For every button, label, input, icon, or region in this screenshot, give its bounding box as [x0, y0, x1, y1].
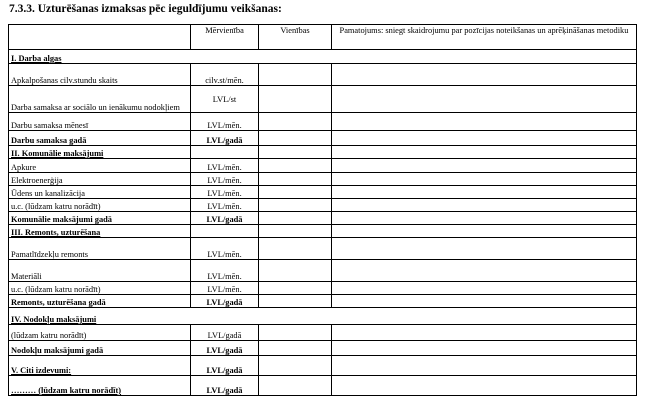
units-input-cell[interactable] [259, 186, 332, 199]
row-unit: LVL/mēn. [191, 159, 259, 173]
units-input-cell[interactable] [259, 212, 332, 225]
units-input-cell[interactable] [259, 325, 332, 341]
table-row-total [9, 212, 637, 225]
justification-input-cell[interactable] [332, 341, 637, 356]
table-row [9, 282, 637, 295]
justification-input-cell[interactable] [332, 199, 637, 212]
justification-input-cell[interactable] [332, 238, 637, 260]
row-unit: LVL/mēn. [191, 113, 259, 131]
table-row [9, 113, 637, 131]
row-unit: LVL/gadā [191, 325, 259, 341]
justification-input-cell[interactable] [332, 86, 637, 113]
row-unit: LVL/gadā [191, 341, 259, 356]
row-label: (lūdzam katru norādīt) [9, 325, 191, 341]
row-label: Materiāli [9, 260, 191, 282]
row-unit: LVL/mēn. [191, 173, 259, 186]
header-units: Vienības [259, 25, 332, 50]
table-row [9, 186, 637, 199]
table-row [9, 260, 637, 282]
units-input-cell[interactable] [259, 341, 332, 356]
table-row [9, 325, 637, 341]
row-unit: LVL/mēn. [191, 238, 259, 260]
table-row [9, 159, 637, 173]
row-unit: LVL/gadā [191, 295, 259, 308]
justification-input-cell[interactable] [332, 295, 637, 308]
justification-input-cell[interactable] [332, 186, 637, 199]
section-title: 7.3.3. Uzturēšanas izmaksas pēc ieguldījumu veikšanas: [9, 3, 282, 15]
section-heading-repairs: III. Remonts, uzturēšana [9, 225, 191, 238]
table-row [9, 64, 637, 86]
units-input-cell[interactable] [259, 260, 332, 282]
units-input-cell[interactable] [259, 159, 332, 173]
row-label: Darba samaksa ar sociālo un ienākumu nodokļiem [9, 86, 191, 113]
units-input-cell[interactable] [259, 238, 332, 260]
section-heading-wages: I. Darba algas [9, 50, 637, 64]
units-input-cell[interactable] [259, 131, 332, 146]
justification-input-cell[interactable] [332, 356, 637, 376]
row-unit: LVL/gadā [191, 131, 259, 146]
justification-input-cell[interactable] [332, 212, 637, 225]
justification-input-cell[interactable] [332, 131, 637, 146]
table-header-row [9, 25, 637, 50]
row-unit: LVL/mēn. [191, 282, 259, 295]
justification-input-cell[interactable] [332, 113, 637, 131]
row-unit: LVL/gadā [191, 212, 259, 225]
row-label: ……… (lūdzam katru norādīt) [9, 376, 191, 396]
row-label: Pamatlīdzekļu remonts [9, 238, 191, 260]
table-row [9, 173, 637, 186]
units-input-cell[interactable] [259, 295, 332, 308]
row-label: u.c. (lūdzam katru norādīt) [9, 199, 191, 212]
section-heading-taxes: IV. Nodokļu maksājumi [9, 308, 637, 325]
row-label: u.c. (lūdzam katru norādīt) [9, 282, 191, 295]
section-row-other [9, 356, 637, 376]
units-input-cell[interactable] [259, 376, 332, 396]
justification-input-cell[interactable] [332, 260, 637, 282]
justification-input-cell[interactable] [332, 325, 637, 341]
row-label: Komunālie maksājumi gadā [9, 212, 191, 225]
justification-input-cell[interactable] [332, 376, 637, 396]
section-heading-utilities: II. Komunālie maksājumi [9, 146, 191, 159]
row-label: Apkalpošanas cilv.stundu skaits [9, 64, 191, 86]
units-input-cell[interactable] [259, 173, 332, 186]
units-input-cell[interactable] [259, 356, 332, 376]
row-unit: LVL/gadā [191, 376, 259, 396]
section-row-repairs [9, 225, 637, 238]
row-unit: cilv.st/mēn. [191, 64, 259, 86]
table-row [9, 86, 637, 113]
row-label: Darbu samaksa mēnesī [9, 113, 191, 131]
units-input-cell[interactable] [259, 282, 332, 295]
row-unit: LVL/mēn. [191, 260, 259, 282]
section-heading-other: V. Citi izdevumi: [9, 356, 191, 376]
table-row-total [9, 295, 637, 308]
table-row [9, 238, 637, 260]
header-justification: Pamatojums: sniegt skaidrojumu par pozīcijas noteikšanas un aprēķināšanas metodiku [332, 25, 637, 50]
justification-input-cell[interactable] [332, 173, 637, 186]
table-row-total [9, 131, 637, 146]
table-row-total [9, 341, 637, 356]
units-input-cell[interactable] [259, 113, 332, 131]
justification-input-cell[interactable] [332, 159, 637, 173]
row-label: Apkure [9, 159, 191, 173]
header-unit: Mērvienība [191, 25, 259, 50]
row-unit: LVL/gadā [191, 356, 259, 376]
units-input-cell[interactable] [259, 64, 332, 86]
justification-input-cell[interactable] [332, 64, 637, 86]
row-label: Nodokļu maksājumi gadā [9, 341, 191, 356]
table-row [9, 376, 637, 396]
section-row-wages [9, 50, 637, 64]
header-item-cell [9, 25, 191, 50]
row-unit: LVL/st [191, 86, 259, 113]
section-row-utilities [9, 146, 637, 159]
row-unit: LVL/mēn. [191, 186, 259, 199]
units-input-cell[interactable] [259, 86, 332, 113]
row-label: Ūdens un kanalizācija [9, 186, 191, 199]
row-label: Elektroenerģija [9, 173, 191, 186]
row-label: Remonts, uzturēšana gadā [9, 295, 191, 308]
table-row [9, 199, 637, 212]
justification-input-cell[interactable] [332, 282, 637, 295]
units-input-cell[interactable] [259, 199, 332, 212]
section-row-taxes [9, 308, 637, 325]
maintenance-costs-table [8, 24, 637, 396]
row-unit: LVL/mēn. [191, 199, 259, 212]
row-label: Darbu samaksa gadā [9, 131, 191, 146]
